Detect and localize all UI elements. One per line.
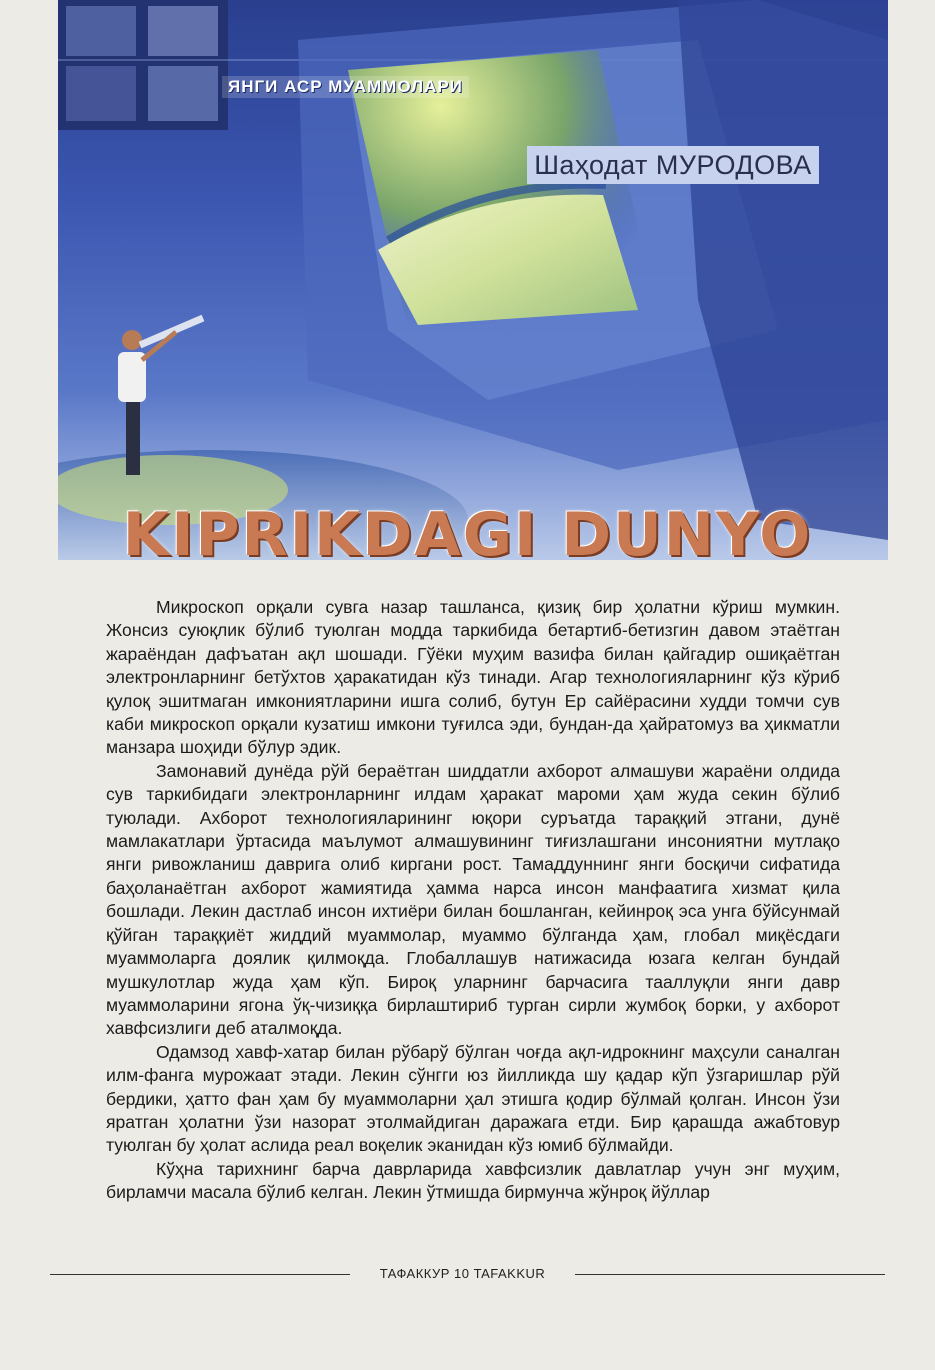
author-name: Шаҳодат МУРОДОВА bbox=[527, 146, 819, 184]
article-headline: KIPRIKDAGI DUNYO bbox=[122, 500, 813, 570]
paragraph: Кўҳна тарихнинг барча даврларида хавфсизлик давлатлар учун энг муҳим, бирламчи масала бўлиб келган. Лекин ўтмишда бирмунча жўнроқ йўллар bbox=[106, 1158, 840, 1203]
paragraph: Микроскоп орқали сувга назар ташланса, қизиқ бир ҳолатни кўриш мумкин. Жонсиз суюқлик бўлиб туюлган модда таркибида бетартиб-бетизгин давом этаётган жараёндан дафъатан ақл шошади. Гўёки муҳим вазифа билан қайгадир ошиқаётган электронларнинг бетўхтов ҳаракатидан кўз тинади. Агар технологияларнинг кўз кўриб қулоқ эшитмаган имкониятларини ишга солиб, бутун Ер сайёрасини худди томчи сув каби микроскоп орқали кузатиш имкони туғилса эди, бундан-да ҳайратомуз ва ҳикматли манзара шоҳиди бўлур эдик. bbox=[106, 597, 840, 758]
article-body bbox=[106, 596, 840, 1205]
paragraph: Замонавий дунёда рўй бераётган шиддатли ахборот алмашуви жараёни олдида сув таркибидаги электронларнинг илдам ҳаракат мароми ҳам жуда секин бўлиб туюлади. Ахборот технологияларининг юқори суръатда тараққий этгани, дунё мамлакатлари ўртасида маълумот алмашувининг тиғизлашгани инсониятни мутлақо янги ривожланиш даврига олиб киргани рост. Тамаддуннинг янги босқичи сифатида баҳоланаётган ахборот жамиятида ҳамма нарса инсон манфаатига хизмат қила бошлади. Лекин дастлаб инсон ихтиёри билан бошланган, кейинроқ эса унга бўйсунмай қўйган тараққиёт жиддий муаммолар, муаммо бўлганда ҳам, глобал миқёсдаги муаммоларга доялик қилмоқда. Глобаллашув натижасида юзага келган бундай мушкулотлар жуда ҳам кўп. Бироқ уларнинг барчасига тааллуқли янги давр муаммоларини ягона ўқ-чизиққа бирлаштириб турган сирли жумбоқ борки, у ахборот хавфсизлиги деб аталмоқда. bbox=[106, 760, 840, 1039]
footer-rule-right bbox=[575, 1274, 885, 1275]
section-rubric: ЯНГИ АСР МУАММОЛАРИ bbox=[222, 76, 469, 98]
footer-page-label: ТАФАККУР 10 TAFAKKUR bbox=[379, 1266, 546, 1281]
paragraph: Одамзод хавф-хатар билан рўбарў бўлган чоғда ақл-идрокнинг маҳсули саналган илм-фанга мурожаат этади. Лекин сўнгги юз йилликда шу қадар кўп ўзгаришлар рўй бердики, ҳатто фан ҳам бу муаммоларни ҳал этишга қодир бўлмай қолган. Инсон ўзи яратган ҳолатни ўзи назорат этолмайдиган даражага етди. Бир қарашда ажабтовур туюлган бу ҳолат аслида реал воқелик эканидан кўз юмиб бўлмайди. bbox=[106, 1041, 840, 1156]
footer-rule-left bbox=[50, 1274, 350, 1275]
hero-art bbox=[58, 0, 888, 560]
page-footer bbox=[50, 1264, 885, 1284]
hero-illustration bbox=[58, 0, 888, 560]
